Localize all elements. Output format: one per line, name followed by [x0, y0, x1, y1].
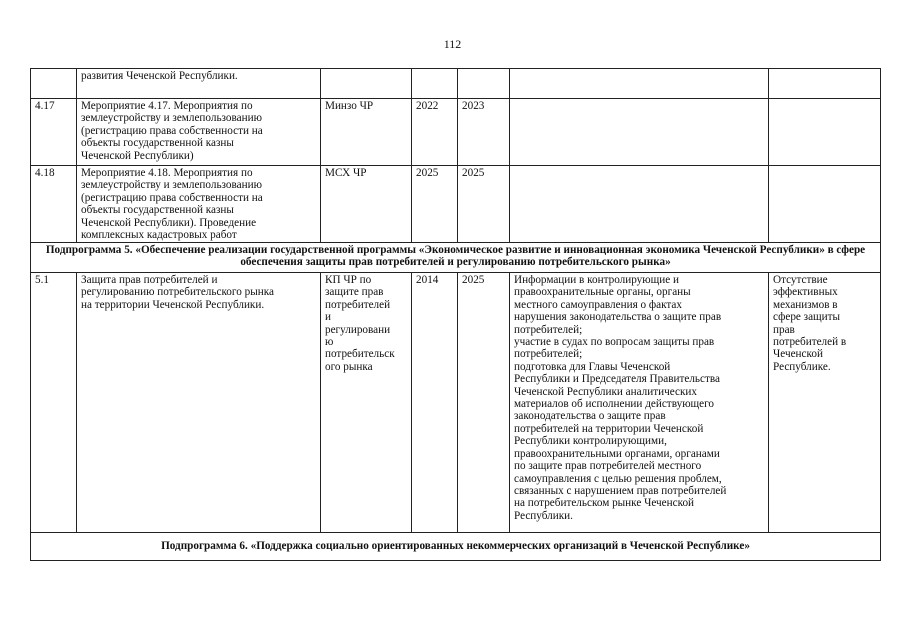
consequence-cell — [769, 99, 881, 166]
event-name-cell: Мероприятие 4.18. Мероприятия по землеустройству и землепользованию (регистрацию права собственности на объекты государственной казны Чеченской Республики). Проведение комплексных кадастровых работ — [77, 166, 321, 243]
table-row — [31, 166, 881, 243]
program-table — [30, 68, 881, 561]
consequence-cell: Отсутствие эффективных механизмов в сфере защиты прав потребителей в Чеченской Республике. — [769, 273, 881, 533]
event-name-cell: Защита прав потребителей и регулированию потребительского рынка на территории Чеченской Республики. — [77, 273, 321, 533]
subprogram-6-title: Подпрограмма 6. «Поддержка социально ориентированных некоммерческих организаций в Чеченской Республике» — [31, 533, 881, 561]
start-year-cell: 2022 — [412, 99, 458, 166]
start-year-cell — [412, 69, 458, 99]
consequence-cell — [769, 69, 881, 99]
row-number-cell: 4.17 — [31, 99, 77, 166]
expected-result-cell — [510, 69, 769, 99]
consequence-cell — [769, 166, 881, 243]
executor-cell — [321, 69, 412, 99]
page-number: 112 — [443, 37, 462, 51]
expected-result-cell — [510, 166, 769, 243]
end-year-cell: 2025 — [458, 273, 510, 533]
end-year-cell: 2025 — [458, 166, 510, 243]
event-name-cell: Мероприятие 4.17. Мероприятия по землеустройству и землепользованию (регистрацию права собственности на объекты государственной казны Чеченской Республики) — [77, 99, 321, 166]
subprogram-header-row — [31, 533, 881, 561]
row-number-cell: 4.18 — [31, 166, 77, 243]
subprogram-header-row — [31, 243, 881, 273]
end-year-cell: 2023 — [458, 99, 510, 166]
row-number-cell: 5.1 — [31, 273, 77, 533]
event-name-cell: развития Чеченской Республики. — [77, 69, 321, 99]
table-row — [31, 99, 881, 166]
start-year-cell: 2014 — [412, 273, 458, 533]
row-number-cell — [31, 69, 77, 99]
start-year-cell: 2025 — [412, 166, 458, 243]
executor-cell: КП ЧР по защите прав потребителей и регулировани ю потребительск ого рынка — [321, 273, 412, 533]
subprogram-5-title: Подпрограмма 5. «Обеспечение реализации государственной программы «Экономическое развитие и инновационная экономика Чеченской Республики» в сфере обеспечения защиты прав потребителей и регулированию потребительского рынка» — [31, 243, 881, 273]
end-year-cell — [458, 69, 510, 99]
expected-result-cell: Информации в контролирующие и правоохранительные органы, органы местного самоуправления о фактах нарушения законодательства о защите прав потребителей; участие в судах по вопросам защиты прав потребителей; подготовка для Главы Чеченской Республики и Председателя Правительства Чеченской Республики аналитических материалов об исполнении действующего законодательства о защите прав потребителей на территории Чеченской Республики контролирующими, правоохранительными органами, органами по защите прав потребителей местного самоуправления с целью решения проблем, связанных с нарушением прав потребителей на потребительском рынке Чеченской Республики. — [510, 273, 769, 533]
expected-result-cell — [510, 99, 769, 166]
executor-cell: Минзо ЧР — [321, 99, 412, 166]
table-row — [31, 273, 881, 533]
executor-cell: МСХ ЧР — [321, 166, 412, 243]
table-row — [31, 69, 881, 99]
